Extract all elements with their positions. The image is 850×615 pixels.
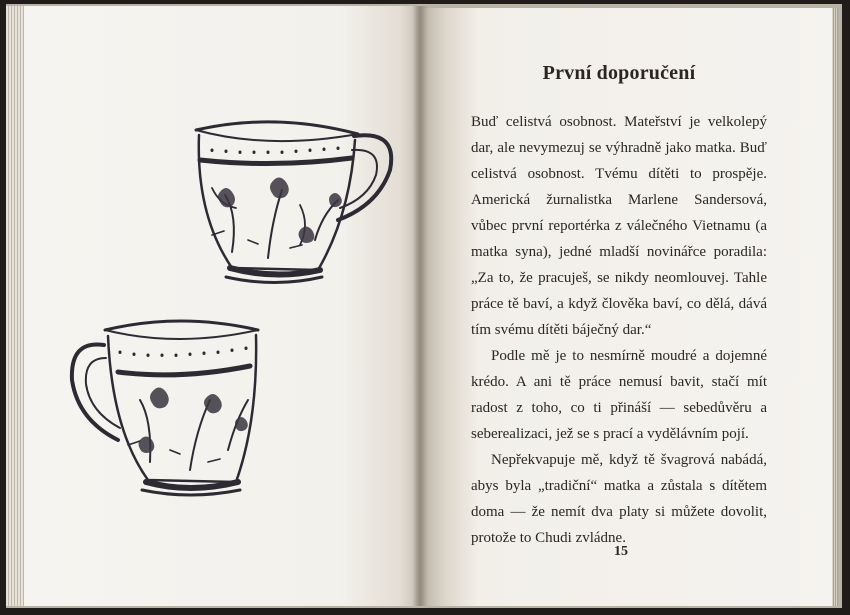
teacup-bottom [72,321,258,495]
page-number: 15 [614,544,628,559]
teacup-bottom-flowers [139,388,248,454]
paragraph-1: Buď celistvá osobnost. Mateřství je velkolepý dar, ale nevymezuj se výhradně jako matka. Buď celistvá osobnost. Tvému dítěti to prospěje. Americká žurnalistka Marlene Sandersová, vůbec první reportérka z válečného Vietnamu (a matka syna), jedné mladší novinářce poradila: „Za to, že pracuješ, se nikdy neomlouvej. Tahle práce tě baví, a když člověka baví, co dělá, dává tím svému dítěti báječný dar.“ [471,114,767,338]
chapter-title: První doporučení [542,62,696,84]
teacup-top-flowers [218,178,342,244]
page-edges-right [832,8,838,606]
teacups-illustration [0,0,420,615]
paragraph-2: Podle mě je to nesmírně moudré a dojemné krédo. A ani tě práce nemusí bavit, stačí mít radost z toho, co ti přináší — sebedůvěru a seberealizaci, jež se s prací a vydělávním pojí. [471,348,767,442]
text-block [471,62,767,551]
paragraph-3: Nepřekvapuje mě, když tě švagrová nabádá, abys byla „tradiční“ matka a zůstala s dítětem doma — že nemít dva platy si můžete dovolit, protože to Chudi zvládne. [471,452,767,546]
